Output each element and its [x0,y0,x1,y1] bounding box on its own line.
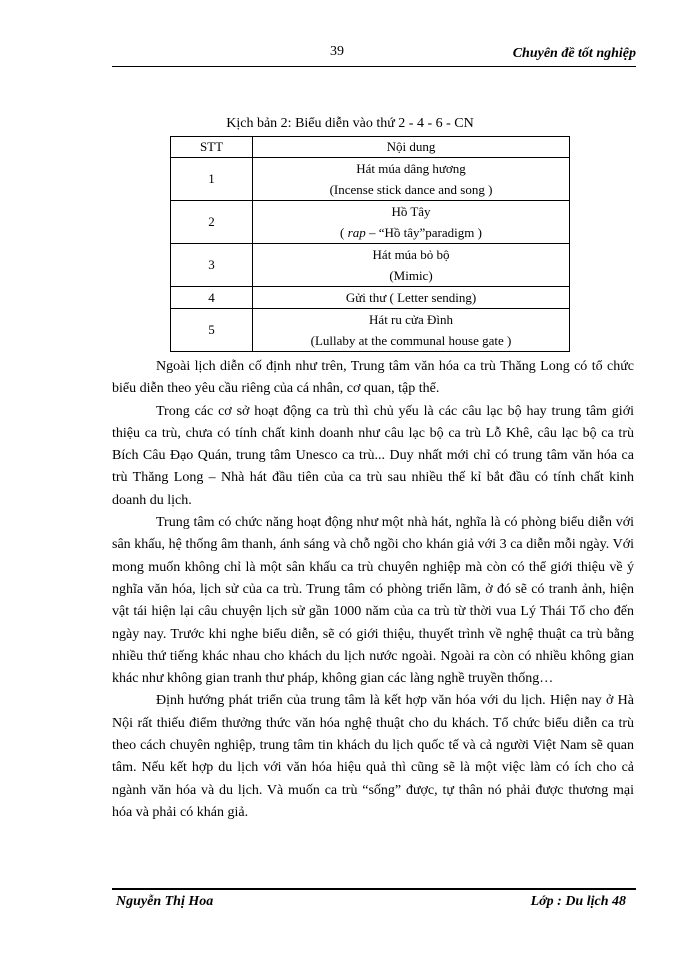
paragraph: Định hướng phát triển của trung tâm là kết hợp văn hóa với du lịch. Hiện nay ở Hà Nội rất thiếu điểm thưởng thức văn hóa nghệ thuật cho du khách. Tổ chức biểu diễn ca trù theo cách chuyên nghiệp, trung tâm tin khách du lịch quốc tế và cả người Việt Nam sẽ quan tâm. Nếu kết hợp du lịch với văn hóa hiệu quả thì cũng sẽ là một việc làm có ích cho cả ngành văn hóa và du lịch. Và muốn ca trù “sống” được, tự thân nó phải được thương mại hóa và phải có khán giả. [112,693,634,820]
row-subtitle: (Mimic) [389,268,433,283]
header-stt: STT [171,137,253,158]
row-subtitle-open: ( [340,225,348,240]
paragraph: Trong các cơ sở hoạt động ca trù thì chủ yếu là các câu lạc bộ hay trung tâm giới thiệu ca trù, chưa có tính chất kinh doanh như câu lạc bộ ca trù Lỗ Khê, câu lạc bộ ca trù Bích Câu Đạo Quán, trung tâm Unesco ca trù... Duy nhất mới chỉ có trung tâm văn hóa ca trù Thăng Long – Nhà hát đầu tiên của ca trù sau nhiều thế kỉ bắt đầu có tính chất kinh doanh du lịch. [112,403,634,508]
row-stt: 1 [171,158,253,201]
row-subtitle: (Lullaby at the communal house gate ) [310,333,512,348]
header-title: Chuyên đề tốt nghiệp [512,46,636,61]
row-stt: 5 [171,309,253,352]
row-content [253,309,570,352]
row-stt: 2 [171,201,253,244]
row-title: Hát múa bỏ bộ [372,247,450,262]
body-text [112,356,634,824]
table-row [171,158,570,201]
footer-class: Lớp : Du lịch 48 [530,894,626,909]
page-number: 39 [330,44,344,59]
row-subtitle-italic: rap [347,225,366,240]
header-content: Nội dung [253,137,570,158]
table-caption: Kịch bản 2: Biểu diễn vào thứ 2 - 4 - 6 - CN [226,116,474,131]
footer-author: Nguyễn Thị Hoa [116,894,214,909]
row-content [253,287,570,309]
row-title: Hát ru cửa Đình [369,312,453,327]
paragraph: Ngoài lịch diễn cố định như trên, Trung tâm văn hóa ca trù Thăng Long có tổ chức biểu diễn theo yêu cầu riêng của cá nhân, cơ quan, tập thể. [112,359,634,397]
table-header-row [171,137,570,158]
row-stt: 3 [171,244,253,287]
program-table [170,136,570,352]
footer-rule [112,888,636,890]
row-title: Hồ Tây [391,204,431,219]
row-subtitle-rest: – “Hồ tây”paradigm ) [365,225,482,240]
header-rule [112,66,636,67]
paragraph: Trung tâm có chức năng hoạt động như một nhà hát, nghĩa là có phòng biểu diễn với sân khấu, hệ thống âm thanh, ánh sáng và chỗ ngồi cho khán giả với 3 ca diễn mỗi ngày. Với mong muốn không chỉ là một sân khấu ca trù chuyên nghiệp mà còn có thể giới thiệu về ý nghĩa văn hóa, lịch sử của ca trù. Trung tâm có phòng triển lãm, ở đó sẽ có tranh ảnh, hiện vật tái hiện lại câu chuyện lịch sử gần 1000 năm của ca trù từ thời vua Lý Thái Tổ cho đến ngày nay. Trước khi nghe biểu diễn, sẽ có giới thiệu, thuyết trình về nghệ thuật ca trù bằng nhiều thứ tiếng khác nhau cho khách du lịch nước ngoài. Ngoài ra còn có nhiều không gian khác như không gian tranh thư pháp, không gian các làng nghề truyền thống… [112,515,634,687]
table-row [171,244,570,287]
row-content [253,201,570,244]
row-subtitle: (Incense stick dance and song ) [329,182,493,197]
row-stt: 4 [171,287,253,309]
table-row [171,287,570,309]
row-subtitle [253,222,569,243]
row-title: Hát múa dâng hương [356,161,466,176]
row-content [253,244,570,287]
table-row [171,309,570,352]
table-row [171,201,570,244]
row-content [253,158,570,201]
row-title: Gửi thư ( Letter sending) [345,290,477,305]
